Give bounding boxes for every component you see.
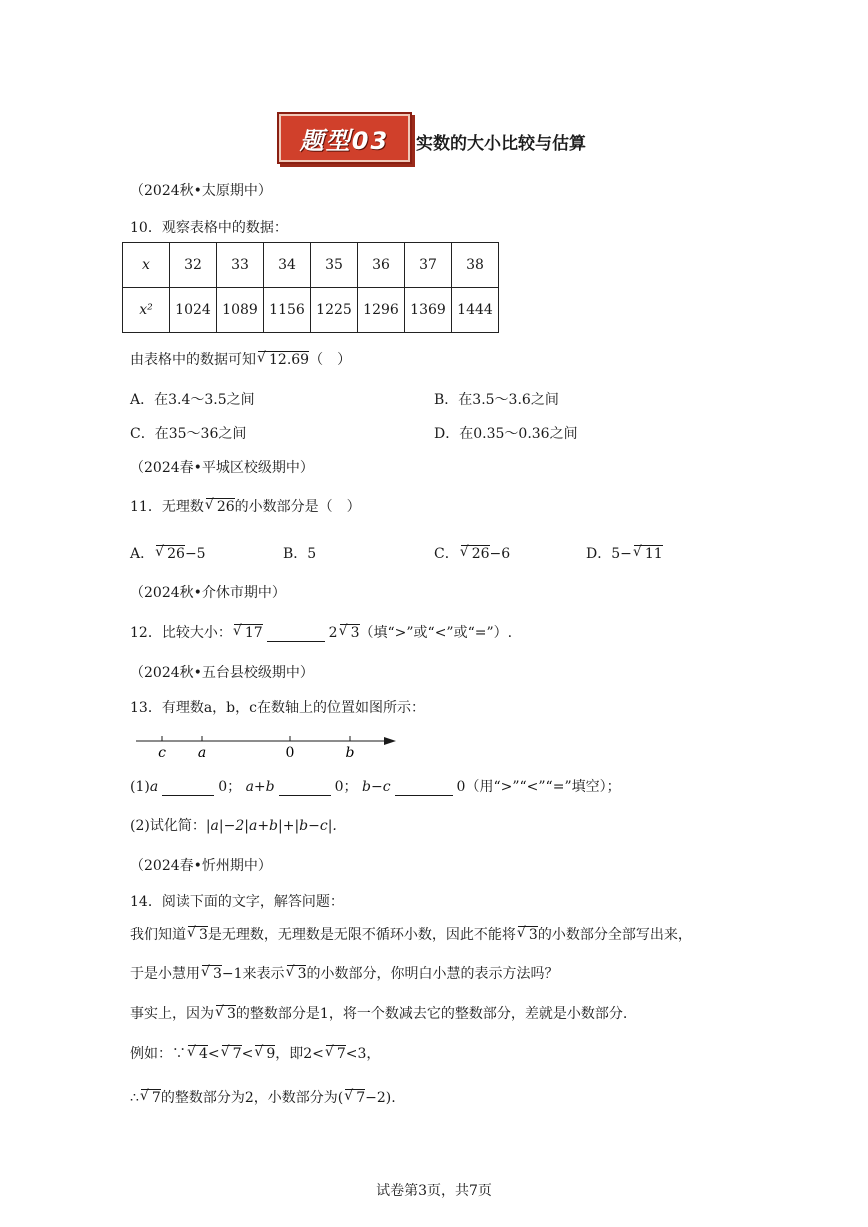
abs-expression: |a|−2|a+b|+|b−c|.: [205, 818, 337, 834]
table-cell: 1296: [358, 288, 405, 333]
option-tail: −6: [489, 546, 511, 562]
q10-answer-blank: （ ）: [309, 352, 352, 368]
sqrt-expression: √ 17: [234, 624, 263, 641]
sqrt-expression: √ 26: [461, 545, 490, 562]
q10-option-d[interactable]: [434, 423, 578, 443]
table-cell: 35: [311, 243, 358, 288]
option-label: C．: [434, 546, 459, 562]
q14-line-3: [130, 1003, 627, 1023]
table-cell: 1225: [311, 288, 358, 333]
table-cell: 33: [217, 243, 264, 288]
table-cell: 1089: [217, 288, 264, 333]
sqrt-expression: √ 9: [255, 1045, 275, 1062]
option-prefix: 5−: [611, 546, 632, 562]
arrow-icon: [384, 737, 396, 745]
q11-option-a[interactable]: [130, 543, 206, 563]
text: 的整数部分是1，将一个数减去它的整数部分，差就是小数部分.: [235, 1006, 628, 1022]
text: <3，: [345, 1046, 381, 1062]
table-row: [123, 243, 499, 288]
sqrt-expression: √ 3: [188, 926, 208, 943]
part-label: (1): [130, 779, 150, 795]
option-label: D．在: [434, 426, 474, 442]
q13-part1-tail: （用“>”“<”“=”填空）；: [465, 779, 621, 795]
option-tail: −5: [184, 546, 206, 562]
option-value: 0.35～0.36: [473, 426, 550, 442]
q11-stem-text: 11．无理数: [130, 499, 204, 515]
q14-line-1: [130, 924, 692, 944]
q11-option-d[interactable]: [586, 543, 663, 563]
q13-part1: [130, 776, 621, 796]
q11-option-b[interactable]: B．5: [283, 546, 317, 562]
q10-source: （2024秋•太原期中）: [130, 183, 272, 199]
question-type-badge: [277, 112, 412, 164]
zero-text: 0；: [218, 779, 242, 795]
sqrt-expression: √ 26: [156, 545, 185, 562]
table-cell: 37: [405, 243, 452, 288]
q12-stem: [130, 622, 512, 642]
option-tail: 之间: [549, 426, 578, 442]
q13-blank-3[interactable]: [395, 794, 453, 796]
sqrt-expression: √ 26: [206, 498, 235, 515]
q14-stem: 14．阅读下面的文字，解答问题：: [130, 894, 344, 910]
q14-line-4: [130, 1043, 380, 1063]
q12-source: （2024秋•介休市期中）: [130, 585, 286, 601]
table-cell: 1024: [170, 288, 217, 333]
paren: (: [337, 1090, 344, 1106]
text: −2).: [365, 1090, 396, 1106]
option-label: A．: [130, 546, 155, 562]
part-label: (2)试化简：: [130, 818, 206, 834]
table-header-x: x: [123, 243, 170, 288]
q10-stem: 10．观察表格中的数据：: [130, 220, 288, 236]
text: 的小数部分全部写出来，: [537, 927, 692, 943]
q13-blank-2[interactable]: [279, 794, 331, 796]
option-value: 3.4～3.5: [168, 392, 227, 408]
coefficient: 2: [328, 625, 338, 641]
q14-source: （2024春•忻州期中）: [130, 858, 272, 874]
sqrt-expression: √ 7: [326, 1045, 346, 1062]
text: 事实上，因为: [130, 1006, 214, 1022]
q10-ask-text: 由表格中的数据可知: [130, 352, 256, 368]
q10-data-table: [122, 242, 499, 333]
option-tail: 之间: [530, 392, 559, 408]
text: ，即2<: [275, 1046, 324, 1062]
q10-option-a[interactable]: [130, 389, 255, 409]
text: 是无理数，无理数是无限不循环小数，因此不能将: [207, 927, 516, 943]
q11-source: （2024春•平城区校级期中）: [130, 460, 314, 476]
table-header-x-squared: x²: [123, 288, 170, 333]
sqrt-expression: √ 3: [518, 926, 538, 943]
text: 我们知道: [130, 927, 186, 943]
less-than: <: [207, 1046, 220, 1062]
q11-stem: [130, 496, 361, 516]
table-cell: 1156: [264, 288, 311, 333]
q11-option-c[interactable]: [434, 543, 510, 563]
number-line-label: a: [197, 745, 207, 761]
table-cell: 1444: [452, 288, 499, 333]
zero-text: 0；: [334, 779, 358, 795]
sqrt-expression: √ 11: [634, 545, 663, 562]
sqrt-expression: √ 4: [188, 1045, 208, 1062]
option-label: B．在: [434, 392, 473, 408]
q12-answer-blank[interactable]: [267, 640, 325, 642]
page-footer: 试卷第3页，共7页: [376, 1183, 492, 1199]
option-tail: 之间: [226, 392, 255, 408]
number-line-label: c: [158, 745, 166, 761]
expr-b-minus-c: b−c: [362, 779, 391, 795]
option-value: 3.5～3.6: [472, 392, 531, 408]
table-cell: 32: [170, 243, 217, 288]
q13-source: （2024秋•五台县校级期中）: [130, 665, 314, 681]
text: 于是小慧用: [130, 966, 200, 982]
q13-blank-1[interactable]: [162, 794, 214, 796]
option-label: D．: [586, 546, 612, 562]
number-line: [128, 725, 408, 765]
table-cell: 38: [452, 243, 499, 288]
sqrt-expression: √ 7: [141, 1089, 161, 1106]
text: 的整数部分为2，小数部分为: [160, 1090, 338, 1106]
table-cell: 34: [264, 243, 311, 288]
text: ∴: [130, 1090, 139, 1106]
less-than: <: [241, 1046, 254, 1062]
var-a: a: [149, 779, 159, 795]
table-row: [123, 288, 499, 333]
q12-stem-text: 12．比较大小：: [130, 625, 232, 641]
expr-a-plus-b: a+b: [245, 779, 275, 795]
option-tail: 之间: [218, 426, 247, 442]
q10-question: [130, 349, 351, 369]
sqrt-expression: √ 7: [222, 1045, 242, 1062]
section-title: 实数的大小比较与估算: [416, 134, 586, 154]
option-label: C．在: [130, 426, 169, 442]
q11-stem-tail: 的小数部分是（ ）: [234, 499, 361, 515]
zero-text: 0: [456, 779, 466, 795]
text: 的小数部分，你明白小慧的表示方法吗？: [306, 966, 559, 982]
text: 例如：∵: [130, 1046, 186, 1062]
number-line-label: 0: [285, 745, 295, 761]
option-label: A．在: [130, 392, 169, 408]
sqrt-expression: √ 3: [216, 1005, 236, 1022]
text: −1来表示: [221, 966, 285, 982]
badge-text: 题型03: [299, 126, 390, 155]
table-cell: 1369: [405, 288, 452, 333]
sqrt-expression: √ 3: [340, 624, 360, 641]
q10-option-c[interactable]: [130, 423, 246, 443]
table-cell: 36: [358, 243, 405, 288]
sqrt-expression: √ 3: [202, 965, 222, 982]
number-line-label: b: [345, 745, 355, 761]
option-value: 35～36: [168, 426, 219, 442]
q13-part2: [130, 815, 337, 835]
q13-stem: 13．有理数a，b，c在数轴上的位置如图所示：: [130, 700, 425, 716]
q12-stem-tail: （填“>”或“<”或“=”）.: [359, 625, 513, 641]
sqrt-expression: √ 12.69: [258, 351, 309, 368]
sqrt-expression: √ 3: [287, 965, 307, 982]
sqrt-expression: √ 7: [345, 1089, 365, 1106]
q10-option-b[interactable]: [434, 389, 559, 409]
q14-line-5: [130, 1087, 396, 1107]
q14-line-2: [130, 963, 558, 983]
